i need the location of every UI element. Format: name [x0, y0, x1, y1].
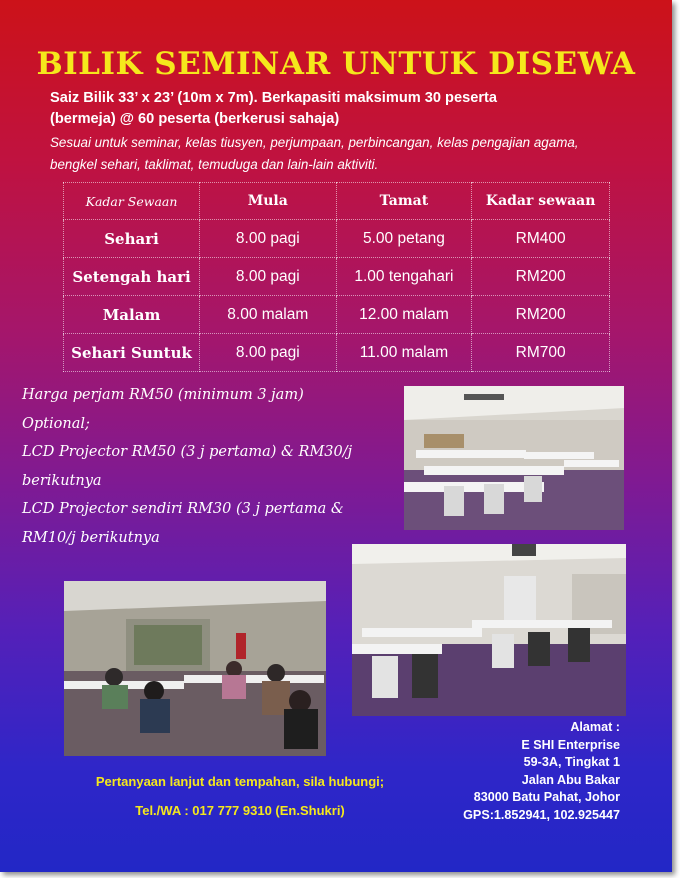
address-line: E SHI Enterprise [521, 737, 620, 752]
pricing-notes [22, 381, 392, 552]
header-tamat: Tamat [336, 183, 472, 220]
price: RM200 [472, 296, 610, 334]
row-label: Setengah hari [64, 258, 200, 296]
table-row [64, 220, 610, 258]
start-time: 8.00 pagi [200, 220, 336, 258]
start-time: 8.00 pagi [200, 334, 336, 372]
note-line: RM10/j berikutnya [22, 529, 160, 546]
room-size-capacity [50, 88, 650, 130]
price: RM700 [472, 334, 610, 372]
note-line: Harga perjam RM50 (minimum 3 jam) [22, 387, 304, 403]
start-time: 8.00 malam [200, 296, 336, 334]
address-label: Alamat : [570, 720, 620, 734]
end-time: 12.00 malam [336, 296, 472, 334]
table-row [64, 296, 610, 334]
note-line: berikutnya [22, 472, 102, 489]
table-row [64, 258, 610, 296]
subtitle-line-1: Saiz Bilik 33’ x 23’ (10m x 7m). Berkapasiti maksimum 30 peserta [50, 90, 497, 106]
header-mula: Mula [200, 183, 336, 220]
note-line: Optional; [22, 415, 90, 432]
subtitle-line-2: (bermeja) @ 60 peserta (berkerusi sahaja) [50, 111, 340, 127]
end-time: 11.00 malam [336, 334, 472, 372]
row-label: Sehari Suntuk [64, 334, 200, 372]
description-line-1: Sesuai untuk seminar, kelas tiusyen, perjumpaan, perbincangan, kelas pengajian agama, [50, 135, 579, 150]
seminar-room-photo-1 [404, 386, 624, 530]
address-block [360, 719, 620, 824]
description-line-2: bengkel sehari, taklimat, temuduga dan lain-lain aktiviti. [50, 157, 379, 172]
rate-table [63, 182, 610, 372]
address-line: 59-3A, Tingkat 1 [523, 755, 620, 769]
rate-table-header [64, 183, 610, 220]
row-label: Malam [64, 296, 200, 334]
note-line: LCD Projector sendiri RM30 (3 j pertama & [22, 501, 344, 517]
phone-contact: Tel./WA : 017 777 9310 (En.Shukri) [135, 803, 345, 818]
end-time: 1.00 tengahari [336, 258, 472, 296]
table-row [64, 334, 610, 372]
note-line: LCD Projector RM50 (3 j pertama) & RM30/j [22, 444, 353, 460]
address-line: Jalan Abu Bakar [521, 772, 620, 787]
end-time: 5.00 petang [336, 220, 472, 258]
price: RM400 [472, 220, 610, 258]
poster-title: BILIK SEMINAR UNTUK DISEWA [36, 46, 636, 82]
gps-coordinates: GPS:1.852941, 102.925447 [463, 807, 620, 822]
enquiry-text: Pertanyaan lanjut dan tempahan, sila hubungi; [95, 774, 385, 789]
suitability-description [50, 132, 670, 176]
seminar-in-session-photo [64, 581, 326, 756]
row-label: Sehari [64, 220, 200, 258]
header-kadar: Kadar sewaan [472, 183, 610, 220]
seminar-room-photo-2 [352, 544, 626, 716]
start-time: 8.00 pagi [200, 258, 336, 296]
header-kadar-sewaan: Kadar Sewaan [64, 183, 200, 220]
price: RM200 [472, 258, 610, 296]
address-line: 83000 Batu Pahat, Johor [473, 790, 620, 804]
